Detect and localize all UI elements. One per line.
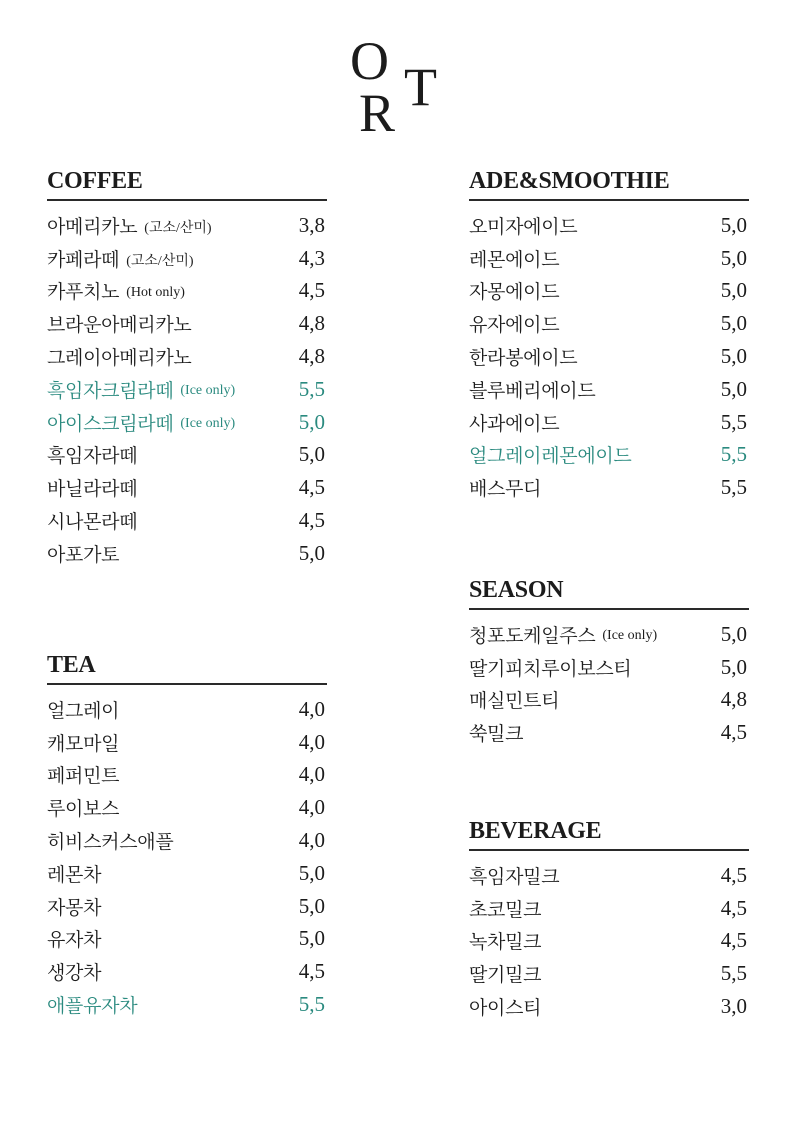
logo-letter-t: T — [404, 57, 437, 117]
ade-menu-list — [469, 209, 749, 504]
menu-item-name: 유자에이드 — [469, 314, 560, 337]
menu-item — [469, 406, 749, 439]
menu-item — [47, 726, 327, 759]
menu-item — [469, 307, 749, 340]
menu-item-price: 4,5 — [720, 895, 747, 920]
menu-item-name: 녹차밀크 — [469, 931, 542, 954]
menu-item-price: 5,0 — [298, 442, 325, 467]
menu-item — [47, 537, 327, 570]
menu-item-price: 4,0 — [298, 762, 325, 787]
menu-item-name: 레몬에이드 — [469, 248, 560, 271]
menu-item-price: 5,0 — [298, 893, 325, 918]
menu-item-price: 4,0 — [298, 828, 325, 853]
menu-item-note: (Ice only) — [180, 416, 236, 432]
section-title-ade-smoothie: ADE&SMOOTHIE — [469, 167, 749, 201]
menu-item-name: 시나몬라떼 — [47, 511, 138, 534]
coffee-menu-list — [47, 209, 327, 570]
menu-item-name: 자몽차 — [47, 896, 102, 919]
menu-item-name: 바닐라라떼 — [47, 478, 138, 501]
tea-menu-list — [47, 693, 327, 1021]
menu-item-name: 브라운아메리카노 — [47, 314, 192, 337]
menu-item-price: 4,0 — [298, 795, 325, 820]
menu-item-name: 아포가토 — [47, 543, 120, 566]
menu-item-name: 딸기피치루이보스티 — [469, 657, 632, 680]
menu-item-price: 5,5 — [298, 992, 325, 1017]
menu-item-note: (Ice only) — [180, 383, 236, 399]
menu-item-name: 자몽에이드 — [469, 281, 560, 304]
season-menu-list — [469, 618, 749, 749]
menu-item-name: 매실민트티 — [469, 690, 560, 713]
logo-letter-r: R — [359, 83, 396, 143]
menu-item — [469, 651, 749, 684]
menu-item-name: 블루베리에이드 — [469, 379, 596, 402]
menu-item-name: 초코밀크 — [469, 898, 542, 921]
menu-item-name: 레몬차 — [47, 863, 102, 886]
menu-item — [47, 275, 327, 308]
menu-item-name: 배스무디 — [469, 478, 542, 501]
menu-item — [47, 209, 327, 242]
menu-item-price: 5,0 — [720, 376, 747, 401]
menu-item-name: 오미자에이드 — [469, 215, 578, 238]
menu-item — [47, 439, 327, 472]
menu-item-price: 5,5 — [298, 376, 325, 401]
menu-item-price: 4,8 — [298, 311, 325, 336]
menu-item-price: 4,8 — [720, 687, 747, 712]
menu-item-price: 4,5 — [298, 508, 325, 533]
menu-item — [469, 242, 749, 275]
menu-item — [469, 275, 749, 308]
menu-item-name: 애플유자차 — [47, 995, 138, 1018]
section-title-coffee: COFFEE — [47, 167, 327, 201]
section-title-tea: TEA — [47, 651, 327, 685]
tea-section — [47, 651, 327, 1021]
menu-item-price: 5,0 — [720, 311, 747, 336]
menu-item-note: (Ice only) — [602, 628, 658, 644]
menu-item — [47, 923, 327, 956]
menu-item-price: 5,0 — [298, 860, 325, 885]
menu-item-name: 쑥밀크 — [469, 723, 524, 746]
menu-item-price: 4,5 — [720, 720, 747, 745]
menu-item-price: 5,0 — [720, 212, 747, 237]
menu-item-name: 아이스크림라떼 — [47, 412, 174, 435]
menu-item-name: 생강차 — [47, 962, 102, 985]
menu-item-price: 4,8 — [298, 344, 325, 369]
menu-item-note: (고소/산미) — [144, 221, 212, 237]
menu-item-name: 흑임자크림라떼 — [47, 379, 174, 402]
menu-item-price: 4,5 — [720, 862, 747, 887]
menu-item-name: 유자차 — [47, 929, 102, 952]
menu-item-price: 5,0 — [720, 344, 747, 369]
beverage-section — [469, 817, 749, 1023]
menu-item-price: 4,3 — [298, 245, 325, 270]
menu-item-name: 카푸치노 — [47, 281, 120, 304]
ort-logo — [350, 31, 450, 144]
menu-item — [47, 307, 327, 340]
menu-item-price: 5,5 — [720, 409, 747, 434]
menu-item-price: 5,0 — [298, 409, 325, 434]
menu-item-price: 3,8 — [298, 212, 325, 237]
menu-item — [47, 242, 327, 275]
menu-item-note: (Hot only) — [126, 284, 185, 300]
menu-item-price: 5,0 — [298, 540, 325, 565]
menu-item-name: 그레이아메리카노 — [47, 347, 192, 370]
menu-item-note: (고소/산미) — [126, 254, 194, 270]
menu-item — [47, 791, 327, 824]
menu-item — [469, 925, 749, 958]
menu-item — [469, 990, 749, 1023]
season-section — [469, 576, 749, 749]
menu-item — [469, 618, 749, 651]
menu-item — [469, 340, 749, 373]
menu-item-name: 카페라떼 — [47, 248, 120, 271]
menu-item — [469, 209, 749, 242]
menu-item-price: 4,0 — [298, 729, 325, 754]
section-title-season: SEASON — [469, 576, 749, 610]
menu-item — [47, 890, 327, 923]
menu-item — [469, 892, 749, 925]
menu-item-name: 페퍼민트 — [47, 765, 120, 788]
section-title-beverage: BEVERAGE — [469, 817, 749, 851]
menu-item-name: 얼그레이 — [47, 699, 120, 722]
menu-item-price: 4,5 — [298, 475, 325, 500]
menu-item — [47, 373, 327, 406]
menu-item-price: 4,0 — [298, 696, 325, 721]
menu-item-name: 얼그레이레몬에이드 — [469, 445, 632, 468]
menu-item-name: 루이보스 — [47, 798, 120, 821]
menu-item — [469, 684, 749, 717]
menu-item — [47, 406, 327, 439]
menu-item-name: 청포도케일주스 — [469, 624, 596, 647]
menu-item-price: 3,0 — [720, 994, 747, 1019]
menu-item-name: 캐모마일 — [47, 732, 120, 755]
menu-item — [47, 471, 327, 504]
menu-item — [469, 471, 749, 504]
menu-item-name: 흑임자밀크 — [469, 865, 560, 888]
menu-item-name: 아메리카노 — [47, 215, 138, 238]
menu-item-name: 사과에이드 — [469, 412, 560, 435]
menu-item-price: 5,0 — [720, 245, 747, 270]
menu-item — [469, 957, 749, 990]
menu-item — [47, 857, 327, 890]
menu-item — [47, 955, 327, 988]
menu-item-price: 5,5 — [720, 475, 747, 500]
menu-item — [47, 824, 327, 857]
menu-item-price: 5,5 — [720, 961, 747, 986]
menu-item-price: 4,5 — [298, 959, 325, 984]
menu-item — [47, 988, 327, 1021]
menu-item-price: 5,0 — [720, 278, 747, 303]
menu-item-price: 4,5 — [720, 928, 747, 953]
menu-item — [47, 340, 327, 373]
menu-item — [469, 373, 749, 406]
menu-item-name: 한라봉에이드 — [469, 347, 578, 370]
logo-letter-o: O — [350, 31, 389, 91]
menu-item-price: 5,0 — [298, 926, 325, 951]
menu-item — [469, 859, 749, 892]
menu-item-price: 4,5 — [298, 278, 325, 303]
coffee-section — [47, 167, 327, 570]
menu-item-price: 5,5 — [720, 442, 747, 467]
menu-item — [47, 693, 327, 726]
menu-item — [469, 439, 749, 472]
menu-item — [469, 716, 749, 749]
menu-item-name: 아이스티 — [469, 997, 542, 1020]
beverage-menu-list — [469, 859, 749, 1023]
menu-item — [47, 759, 327, 792]
menu-item-price: 5,0 — [720, 654, 747, 679]
ade-smoothie-section — [469, 167, 749, 504]
menu-item — [47, 504, 327, 537]
menu-item-name: 딸기밀크 — [469, 964, 542, 987]
menu-item-name: 히비스커스애플 — [47, 831, 174, 854]
menu-item-price: 5,0 — [720, 621, 747, 646]
menu-item-name: 흑임자라떼 — [47, 445, 138, 468]
